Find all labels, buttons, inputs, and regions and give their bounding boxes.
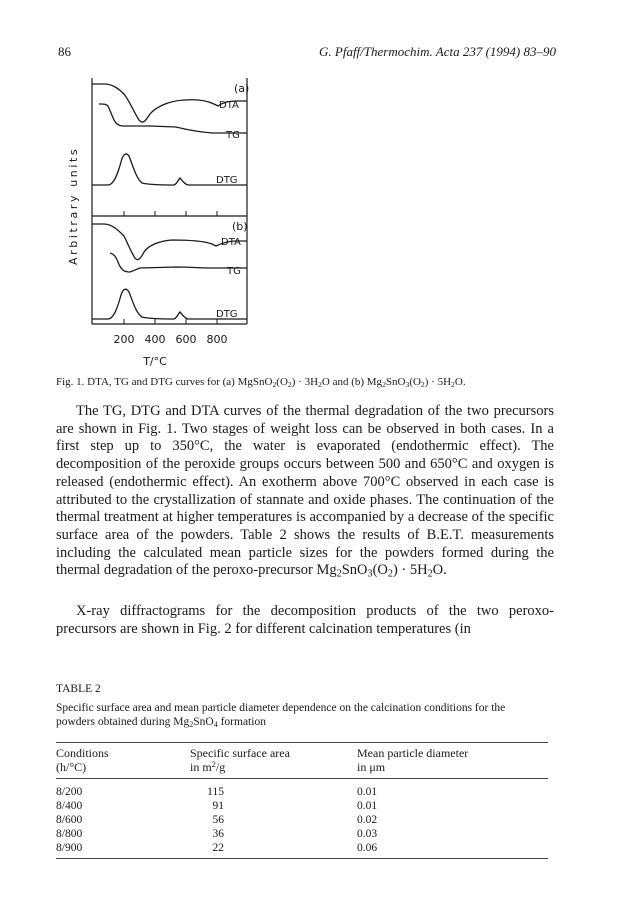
x-tick-label: 600 xyxy=(175,333,197,346)
table-cell: 8/200 xyxy=(56,786,83,798)
x-tick-label: 400 xyxy=(144,333,166,346)
table-header-surface-area: Specific surface area in $m^2/g$ xyxy=(190,746,290,774)
table-label: TABLE 2 xyxy=(56,683,101,695)
panel-b-dta-label: DTA xyxy=(221,237,241,248)
panel-a-tg-label: TG xyxy=(226,130,240,141)
table-header-rule xyxy=(56,778,548,779)
x-axis-label: T/°C xyxy=(143,355,167,368)
x-tick-label: 200 xyxy=(113,333,135,346)
table-cell: 36 xyxy=(212,828,224,840)
table-cell: 0.02 xyxy=(357,814,378,826)
table-cell: 0.01 xyxy=(357,786,378,798)
table-cell: 91 xyxy=(212,800,224,812)
panel-a-dta-label: DTA xyxy=(219,100,239,111)
panel-b xyxy=(92,216,248,324)
x-tick-label: 800 xyxy=(206,333,228,346)
panel-b-dtg-label: DTG xyxy=(216,309,238,320)
table-top-rule xyxy=(56,742,548,743)
running-head: G. Pfaff/Thermochim. Acta 237 (1994) 83–90 xyxy=(319,44,556,59)
table-bottom-rule xyxy=(56,858,548,859)
body-paragraph: X-ray diffractograms for the decomposition products of the two peroxo-precursors are shown in Fig. 2 for different calcination temperatures (in xyxy=(56,603,554,637)
body-paragraph: The TG, DTG and DTA curves of the thermal degradation of the two precursors are shown in Fig. 1. Two stages of weight loss can be observed in both cases. In a first step up to 350°C, the water is evaporated (endothermic effect). The decomposition of the peroxide groups occurs between 500 and 650°C and oxygen is released (endothermic effect). An exotherm above 700°C observed in each case is attributed to the crystallization of stannate and oxide phases. The continuation of the thermal treatment at higher temperatures is accompanied by a decrease of the specific surface area of the powders. Table 2 shows the results of B.E.T. measurements including the calculated mean particle sizes for the powders formed during the thermal degradation of the peroxo-precursor $Mg_2SnO_3(O_2) \cdot 5H_2O$. xyxy=(56,403,554,580)
table-cell: 115 xyxy=(207,786,224,798)
page-number: 86 xyxy=(58,44,71,59)
table-cell: 0.01 xyxy=(357,800,378,812)
panel-b-tg-label: TG xyxy=(227,266,241,277)
table-cell: 0.06 xyxy=(357,842,378,854)
table-header-conditions: Conditions (h/°C) xyxy=(56,746,109,774)
panel-a-dtg-label: DTG xyxy=(216,175,238,186)
table-header-particle-diameter: Mean particle diameter in μm xyxy=(357,746,469,774)
figure-caption: Fig. 1. DTA, TG and DTG curves for (a) $MgSnO_2(O_2) \cdot 3H_2O$ and (b) $Mg_2SnO_3(O_2) \cdot 5H_2O$. xyxy=(56,376,466,389)
figure-1 xyxy=(0,0,624,372)
panel-a-tag: (a) xyxy=(234,82,250,95)
table-cell: 22 xyxy=(212,842,224,854)
panel-b-tag: (b) xyxy=(232,220,248,233)
table-cell: 8/900 xyxy=(56,842,83,854)
table-cell: 0.03 xyxy=(357,828,378,840)
table-cell: 56 xyxy=(212,814,224,826)
y-axis-label: Arbitrary units xyxy=(67,146,80,265)
table-cell: 8/800 xyxy=(56,828,83,840)
table-cell: 8/400 xyxy=(56,800,83,812)
panel-a xyxy=(92,78,249,216)
table-cell: 8/600 xyxy=(56,814,83,826)
table-caption: Specific surface area and mean particle diameter dependence on the calcination conditions for the powders obtained during $Mg_2SnO_4$ formation xyxy=(56,702,506,729)
